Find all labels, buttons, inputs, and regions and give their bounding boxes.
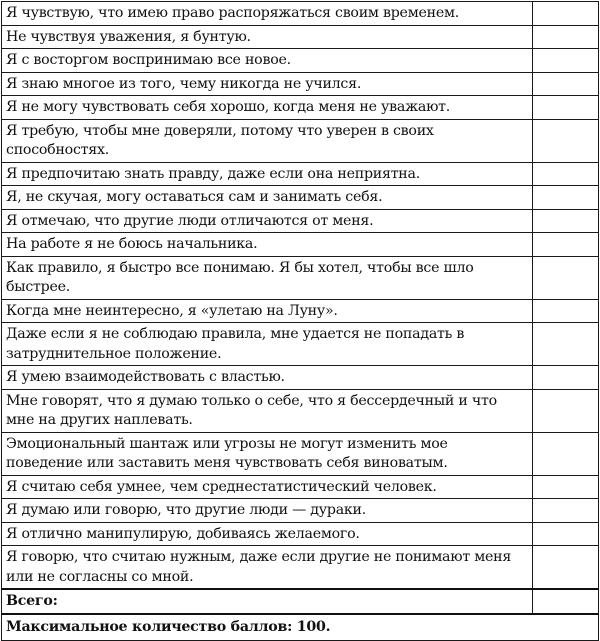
score-cell[interactable] bbox=[533, 499, 599, 523]
statement-text: Когда мне неинтересно, я «улетаю на Луну». bbox=[2, 299, 533, 323]
max-points-text: Максимальное количество баллов: 100. bbox=[2, 614, 599, 641]
max-points-row bbox=[2, 614, 599, 641]
statement-row bbox=[2, 162, 599, 186]
score-cell[interactable] bbox=[533, 432, 599, 475]
total-score-cell[interactable] bbox=[533, 589, 599, 614]
statement-row bbox=[2, 256, 599, 299]
score-cell[interactable] bbox=[533, 475, 599, 499]
statement-text: Даже если я не соблюдаю правила, мне удается не попадать в затруднительное положение. bbox=[2, 323, 533, 366]
statement-text: Я отмечаю, что другие люди отличаются от меня. bbox=[2, 209, 533, 233]
statement-row bbox=[2, 2, 599, 26]
statement-text: Я чувствую, что имею право распоряжаться своим временем. bbox=[2, 2, 533, 26]
statement-text: Я, не скучая, могу оставаться сам и занимать себя. bbox=[2, 186, 533, 210]
statement-text: Я с восторгом воспринимаю все новое. bbox=[2, 49, 533, 73]
score-cell[interactable] bbox=[533, 522, 599, 546]
statement-row bbox=[2, 72, 599, 96]
score-cell[interactable] bbox=[533, 299, 599, 323]
statement-row bbox=[2, 432, 599, 475]
statement-row bbox=[2, 366, 599, 390]
statement-row bbox=[2, 499, 599, 523]
statement-text: Я отлично манипулирую, добиваясь желаемого. bbox=[2, 522, 533, 546]
statement-row bbox=[2, 49, 599, 73]
statement-text: Я считаю себя умнее, чем среднестатистический человек. bbox=[2, 475, 533, 499]
statement-row bbox=[2, 475, 599, 499]
statement-text: Я умею взаимодействовать с властью. bbox=[2, 366, 533, 390]
statement-row bbox=[2, 546, 599, 590]
statement-row bbox=[2, 522, 599, 546]
total-row bbox=[2, 589, 599, 614]
statement-row bbox=[2, 389, 599, 432]
questionnaire-table bbox=[1, 1, 599, 641]
score-cell[interactable] bbox=[533, 162, 599, 186]
statement-text: Как правило, я быстро все понимаю. Я бы хотел, чтобы все шло быстрее. bbox=[2, 256, 533, 299]
score-cell[interactable] bbox=[533, 2, 599, 26]
score-cell[interactable] bbox=[533, 546, 599, 590]
statement-text: Я требую, чтобы мне доверяли, потому что уверен в своих способностях. bbox=[2, 119, 533, 162]
score-cell[interactable] bbox=[533, 233, 599, 257]
total-label: Всего: bbox=[2, 589, 533, 614]
score-cell[interactable] bbox=[533, 209, 599, 233]
score-cell[interactable] bbox=[533, 119, 599, 162]
score-cell[interactable] bbox=[533, 323, 599, 366]
statement-text: Мне говорят, что я думаю только о себе, что я бессердечный и что мне на других наплевать. bbox=[2, 389, 533, 432]
statement-text: Я не могу чувствовать себя хорошо, когда меня не уважают. bbox=[2, 96, 533, 120]
statement-text: Я думаю или говорю, что другие люди — дураки. bbox=[2, 499, 533, 523]
score-cell[interactable] bbox=[533, 96, 599, 120]
statement-row bbox=[2, 209, 599, 233]
score-cell[interactable] bbox=[533, 49, 599, 73]
statement-row bbox=[2, 299, 599, 323]
statement-text: Не чувствуя уважения, я бунтую. bbox=[2, 25, 533, 49]
statement-text: Эмоциональный шантаж или угрозы не могут изменить мое поведение или заставить меня чувствовать себя виноватым. bbox=[2, 432, 533, 475]
statement-row bbox=[2, 186, 599, 210]
score-cell[interactable] bbox=[533, 389, 599, 432]
statement-row bbox=[2, 119, 599, 162]
statement-text: На работе я не боюсь начальника. bbox=[2, 233, 533, 257]
score-cell[interactable] bbox=[533, 25, 599, 49]
score-cell[interactable] bbox=[533, 186, 599, 210]
score-cell[interactable] bbox=[533, 72, 599, 96]
statement-text: Я предпочитаю знать правду, даже если она неприятна. bbox=[2, 162, 533, 186]
statement-row bbox=[2, 25, 599, 49]
statement-row bbox=[2, 96, 599, 120]
statement-row bbox=[2, 323, 599, 366]
statement-text: Я говорю, что считаю нужным, даже если другие не понимают меня или не согласны со мной. bbox=[2, 546, 533, 590]
score-cell[interactable] bbox=[533, 366, 599, 390]
statement-row bbox=[2, 233, 599, 257]
statement-text: Я знаю многое из того, чему никогда не учился. bbox=[2, 72, 533, 96]
score-cell[interactable] bbox=[533, 256, 599, 299]
statements-body bbox=[2, 2, 599, 641]
